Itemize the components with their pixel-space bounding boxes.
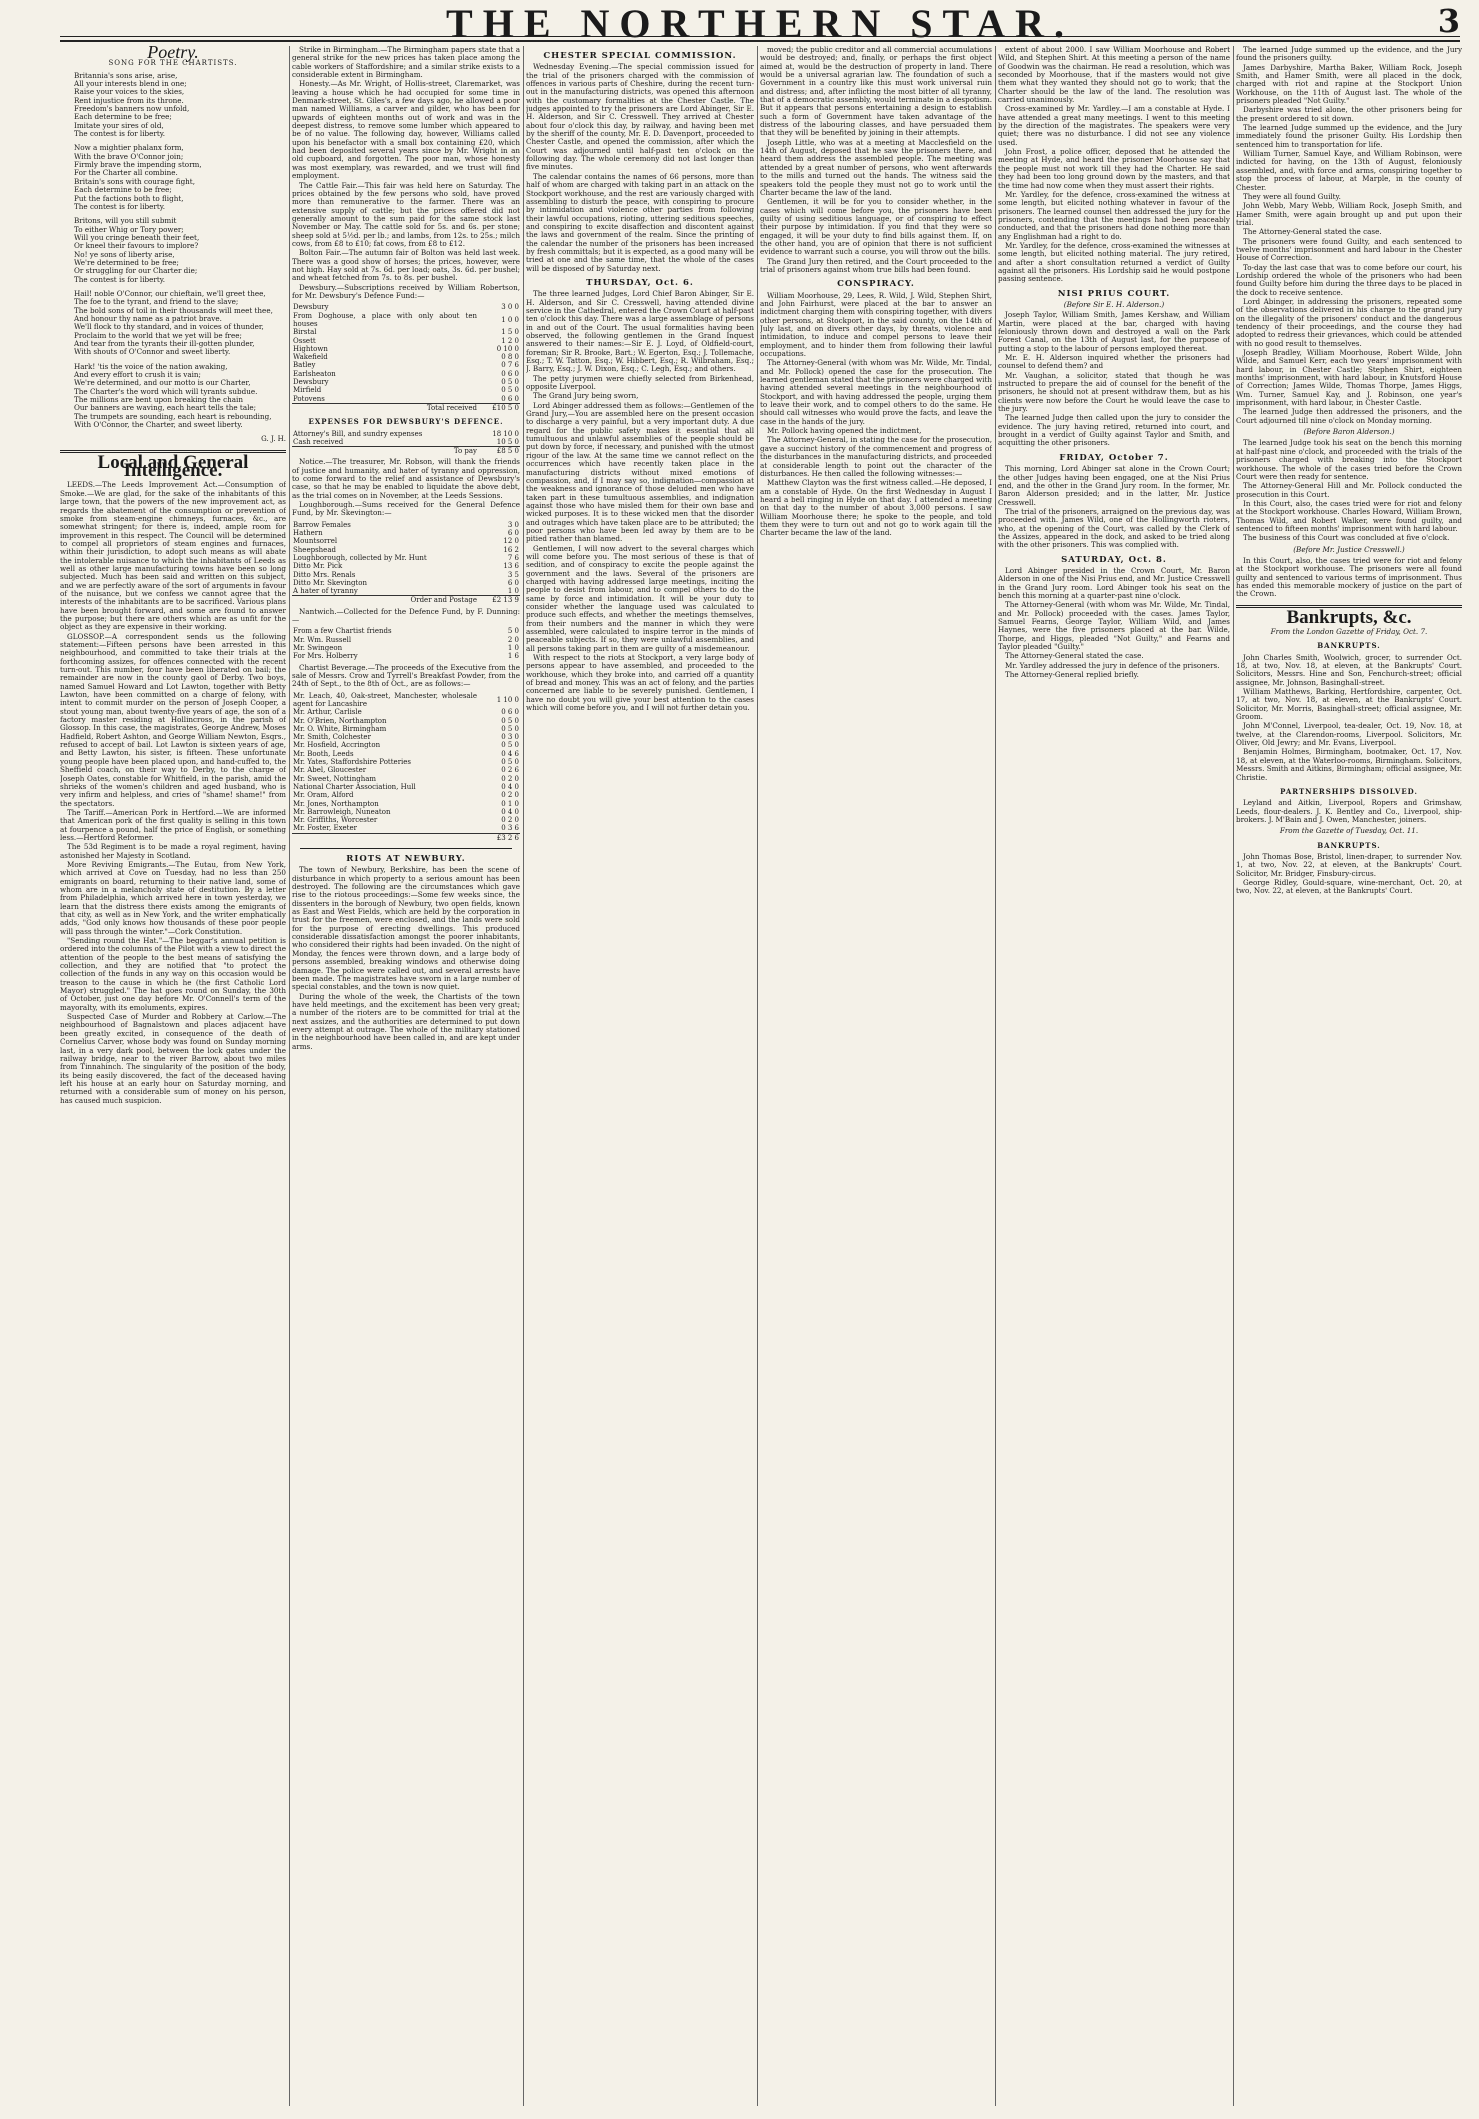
ledger-item-amount: 0 1 0 xyxy=(501,799,519,808)
article-paragraph: Notice.—The treasurer, Mr. Robson, will thank the friends of justice and humanity, and hater of tyranny and oppression, to come forward to the relief and assistance of Dewsbury's case, so that he may be enabled to liquidate the above debt, as the trial comes on in November, at the Leeds Sessions. xyxy=(292,457,520,500)
ledger-item-name: From a few Chartist friends xyxy=(293,627,392,636)
ledger-item-amount: 0 4 0 xyxy=(501,807,519,816)
ledger-item-amount: 1 10 0 xyxy=(496,695,519,704)
ledger-item-name: Loughborough, collected by Mr. Hunt xyxy=(293,554,427,562)
ledger-item-amount: 16 2 xyxy=(503,545,519,554)
ledger-row xyxy=(292,378,520,386)
ledger-row xyxy=(292,587,520,596)
ledger-row xyxy=(292,312,520,329)
article-paragraph: Matthew Clayton was the first witness called.—He deposed, I am a constable of Hyde. On the first Wednesday in August I heard a bell ringing in Hyde on that day. I attended a meeting on that day to the number of about 3,000 persons. I saw William Moorhouse there; he spoke to the people, and told them they were to turn out and not go to work again till the Charter became the law of the land. xyxy=(760,478,992,538)
poem-stanza: Hail! noble O'Connor, our chieftain, we'll greet thee, The foe to the tyrant, and friend to the slave; The bold sons of toil in their thousands will meet thee, And honour thy name as a patriot brave. We'll flock to thy standard, and in voices of thunder, Proclaim to the world that we yet will be free; And tear from the tyrants their ill-gotten plunder, With shouts of O'Connor and sweet liberty. xyxy=(74,288,273,357)
article-paragraph: The learned Judge took his seat on the bench this morning at half-past nine o'clock, and proceeded with the trials of the prisoners charged with breaking into the Stockport workhouse. The whole of the cases tried before the Crown Court were then ready for sentence. xyxy=(1236,438,1462,481)
article-paragraph: moved; the public creditor and all commercial accumulations would be destroyed; and, finally, or perhaps the first object aimed at, would be the destruction of property in land. There would be a universal agrarian law. The foundation of such a Government in a country like this must work universal ruin and distress; and, after inflicting the most bitter of all tyranny, that of a democratic assembly, would terminate in a despotism. But it appears that persons entertaining a design to establish such a form of Government have taken advantage of the distress of the labouring classes, and have persuaded them that they will be benefited by joining in their attempts. xyxy=(760,46,992,138)
ledger-item-name: A hater of tyranny xyxy=(293,587,358,596)
sub-heading: NISI PRIUS COURT. xyxy=(1057,288,1171,299)
ledger-item-amount: 5 0 xyxy=(507,627,519,636)
ledger-row xyxy=(292,438,520,447)
ledger-row xyxy=(292,562,520,570)
ledger-item-name: Mr. Jones, Northampton xyxy=(293,799,379,808)
article-paragraph: The Attorney-General replied briefly. xyxy=(1005,670,1139,680)
sub-heading-italic: (Before Baron Alderson.) xyxy=(1303,427,1395,437)
ledger-item-name: Dewsbury xyxy=(293,377,329,386)
ledger-item-name: Ditto Mrs. Renals xyxy=(293,570,356,579)
ledger-row xyxy=(292,824,520,833)
ledger-row xyxy=(292,750,520,758)
column-1 xyxy=(60,46,286,2106)
ledger-row xyxy=(292,370,520,378)
ledger-row xyxy=(292,808,520,816)
ledger-row xyxy=(292,800,520,808)
ledger-item-amount: 6 0 xyxy=(507,578,519,587)
ledger-item-amount: 13 6 xyxy=(503,562,519,571)
section-heading: Bankrupts, &c. xyxy=(1286,606,1412,628)
article-paragraph: John Charles Smith, Woolwich, grocer, to surrender Oct. 18, at two, Nov. 18, at eleven, at the Bankrupts' Court. Solicitors, Messrs. Hine and Son, Fenchurch-street; official assignee, Mr. Johnson, Basinghall-street. xyxy=(1236,652,1462,687)
ledger-item-name: Batley xyxy=(293,361,316,370)
poem-stanza: Britons, will you still submit To either Whig or Tory power; Will you cringe beneath their feet, Or kneel their favours to implore? No! ye sons of liberty arise, We're determined to be free; Or struggling for our Charter die; The contest is for liberty. xyxy=(74,216,200,284)
ledger-item-name: Mr. O'Brien, Northampton xyxy=(293,716,387,725)
poem-stanza: Hark! 'tis the voice of the nation awaking, And every effort to crush it is vain; We're determined, and our motto is our Charter, The Charter's the word which will tyrants subdue. The millions are bent upon breaking the chain Our banners are waving, each heart tells the tale; The trumpets are sounding, each heart is rebounding, With O'Connor, the Charter, and sweet liberty. xyxy=(74,361,272,430)
article-paragraph: John Webb, Mary Webb, William Rock, Joseph Smith, and Hamer Smith, were again brought up and put upon their trial. xyxy=(1236,201,1462,227)
ledger-row xyxy=(292,775,520,783)
ledger-item-amount: 0 5 0 xyxy=(501,716,519,725)
article-paragraph: Leyland and Aitkin, Liverpool, Ropers and Grimshaw, Leeds, flour-dealers. J. K. Bentley and Co., Liverpool, ship-brokers. J. M'Bain and J. Owen, Manchester, joiners. xyxy=(1236,798,1462,824)
ledger-item-amount: 0 6 0 xyxy=(501,708,519,717)
column-divider xyxy=(1233,46,1234,2106)
article-paragraph: Mr. E. H. Alderson inquired whether the prisoners had counsel to defend them? and xyxy=(998,353,1230,371)
column-3 xyxy=(526,46,754,2106)
ledger-row xyxy=(292,725,520,733)
article-paragraph: The learned Judge then addressed the prisoners, and the Court adjourned till nine o'clock on Monday morning. xyxy=(1236,407,1462,425)
ledger-item-amount: 0 5 0 xyxy=(501,741,519,750)
ledger-total-amount: £8 5 0 xyxy=(478,447,520,456)
ledger-item-amount: 1 6 xyxy=(507,652,519,661)
masthead xyxy=(60,0,1460,46)
article-paragraph: Gentlemen, it will be for you to consider whether, in the cases which will come before you, the prisoners have been guilty of using seditious language, or of conspiring to effect their purpose by intimidation. If you find that they were so engaged, it will be your duty to find bills against them. If, on the other hand, you are of opinion that there is not sufficient evidence to warrant such a course, you will throw out the bills. xyxy=(760,197,992,257)
ledger-item-amount: 0 4 6 xyxy=(501,749,519,758)
ledger-item-amount: 0 5 0 xyxy=(501,724,519,733)
ledger-total-label xyxy=(292,833,478,842)
ledger-item-amount: 2 0 xyxy=(507,635,519,644)
article-paragraph: The Attorney-General Hill and Mr. Pollock conducted the prosecution in this Court. xyxy=(1236,481,1462,499)
ledger-total-row xyxy=(292,596,520,605)
article-paragraph: The Attorney-General stated the case. xyxy=(1243,227,1382,237)
ledger-row xyxy=(292,546,520,554)
ledger-row xyxy=(292,328,520,336)
article-paragraph: William Moorhouse, 29, Lees, R. Wild, J. Wild, Stephen Shirt, and John Fairhurst, were placed at the bar to answer an indictment charging them with conspiring together, with divers other persons, at Stockport, in the said county, on the 14th of July last, and on divers other days, by threats, violence and intimidation, to induce and compel persons to leave their employment, and to hinder them from following their lawful occupations. xyxy=(760,290,992,359)
ledger-item-amount: 0 4 0 xyxy=(501,782,519,791)
masthead-rule xyxy=(60,36,1460,37)
ledger-row xyxy=(292,791,520,799)
article-paragraph: The learned Judge summed up the evidence, and the Jury immediately found the prisoner Guilty. His Lordship then sentenced him to transportation for life. xyxy=(1236,123,1462,149)
article-paragraph: The learned Judge then called upon the jury to consider the evidence. The jury having retired, returned into court, and brought in a verdict of Guilty against Taylor and Smith, and acquitting the other prisoners. xyxy=(998,413,1230,448)
column-divider xyxy=(757,46,758,2106)
article-paragraph: Suspected Case of Murder and Robbery at Carlow.—The neighbourhood of Bagnalstown and places adjacent have been greatly excited, in consequence of the death of Cornelius Carver, whose body was found on Sunday morning last, in a very dark pool, between the lock gates under the railway bridge, near to the river Barrow, about two miles from Tinnahinch. The singularity of the position of the body, its being easily discovered, the fact of the deceased having left his house at an early hour on Saturday morning, and returned with a considerable sum of money on his person, has caused much suspicion. xyxy=(60,1012,286,1105)
article-paragraph: The learned Judge summed up the evidence, and the Jury found the prisoners guilty. xyxy=(1236,46,1462,63)
ledger-row xyxy=(292,708,520,716)
ledger-total-amount: £2 13 9 xyxy=(478,596,520,605)
ledger-item-name: Mirfield xyxy=(293,386,322,395)
sub-heading: PARTNERSHIPS DISSOLVED. xyxy=(1280,786,1418,796)
column-divider xyxy=(523,46,524,2106)
ledger-item-name: Mr. O. White, Birmingham xyxy=(293,724,387,733)
article-paragraph: Bolton Fair.—The autumn fair of Bolton was held last week. There was a good show of horses; the prices, however, were not high. Hay sold at 7s. 6d. per load; oats, 3s. 6d. per bushel; and wheat fetched from 7s. to 8s. per bushel. xyxy=(292,248,520,283)
ledger-item-amount: 3 5 xyxy=(507,570,519,579)
article-paragraph: The business of this Court was concluded at five o'clock. xyxy=(1243,533,1450,543)
ledger-item-name: Mr. Leach, 40, Oak-street, Manchester, wholesale agent for Lancashire xyxy=(293,691,477,708)
ledger-item-name: Attorney's Bill, and sundry expenses xyxy=(293,429,423,438)
ledger-item-amount: 3 0 xyxy=(507,520,519,529)
ledger-item-name: Mr. Wm. Russell xyxy=(293,635,352,644)
article-paragraph: Nantwich.—Collected for the Defence Fund, by F. Dunning:— xyxy=(292,606,520,625)
ledger-item-name: Hathern xyxy=(293,529,323,538)
ledger-total-row xyxy=(292,403,520,412)
article-paragraph: The Grand Jury then retired, and the Court proceeded to the trial of prisoners against whom true bills had been found. xyxy=(760,256,992,274)
article-paragraph: Mr. Pollock having opened the indictment, xyxy=(767,426,922,436)
ledger-total-label: Order and Postage xyxy=(292,596,478,605)
article-paragraph: This morning, Lord Abinger sat alone in the Crown Court; the other Judges having been engaged, one at the Nisi Prius end, and the other in the Grand Jury room. In the former, Mr. Baron Alderson presided; and in the latter, Mr. Justice Cresswell. xyxy=(998,464,1230,507)
article-paragraph: Lord Abinger presided in the Crown Court, Mr. Baron Alderson in one of the Nisi Prius end, and Mr. Justice Cresswell in the Grand Jury room. Lord Abinger took his seat on the bench this morning at a quarter-past nine o'clock. xyxy=(998,565,1230,600)
article-paragraph: LEEDS.—The Leeds Improvement Act.—Consumption of Smoke.—We are glad, for the sake of the inhabitants of this large town, that the powers of the new improvement act, as regards the abatement of the consumption or prevention of smoke from steam-engine chimneys, furnaces, &c., are somewhat stringent; for there is, indeed, ample room for improvement in this respect. The Council will be determined to compel all proprietors of steam engines and furnaces, within their jurisdiction, to adopt such means as will abate the intolerable nuisance to which the inhabitants of Leeds as well as other large manufacturing towns have been so long subjected. Much has been said and written on this subject, and we are perfectly aware of the sort of arguments in favour of the nuisance, but we confess we cannot agree that the interests of the inhabitants are to be sacrificed. Various plans have been brought forward, and some are found to answer the purpose; but there are others which are as unfit for the object as they are expensive in their working. xyxy=(60,480,286,632)
article-paragraph: Honesty.—As Mr. Wright, of Hollis-street, Claremarket, was leaving a house which he had occupied for some time in Denmark-street, St. Giles's, a few days ago, he allowed a poor man named Williams, a carver and gilder, who has been for upwards of eighteen months out of work and was in the deepest distress, to remove some lumber which appeared to be of no value. The following day, however, Williams called upon his benefactor with a small box containing £20, which had been deposited several years since by Mr. Wright in an old cupboard, and forgotten. The poor man, whose honesty was most exemplary, was rewarded, and we trust will find employment. xyxy=(292,79,520,181)
article-paragraph: Cross-examined by Mr. Yardley.—I am a constable at Hyde. I have attended a great many meetings. I went to this meeting by the direction of the magistrates. The speakers were very quiet; there was no disturbance. I did not see any violence used. xyxy=(998,104,1230,147)
ledger-item-amount: 12 0 xyxy=(503,537,519,546)
ledger-row xyxy=(292,537,520,545)
column-4 xyxy=(760,46,992,2106)
poetry-heading: Poetry. xyxy=(147,46,199,62)
ledger-total-amount: £10 5 0 xyxy=(478,403,520,412)
ledger-item-amount: 3 0 0 xyxy=(501,303,519,312)
ledger-item-name: Mr. Yates, Staffordshire Potteries xyxy=(293,758,412,767)
ledger-row xyxy=(292,361,520,369)
ledger-item-name: From Doghouse, a place with only about ten houses xyxy=(293,311,477,328)
ledger-item-name: Cash received xyxy=(293,437,344,446)
newspaper-title: THE NORTHERN STAR. xyxy=(446,1,1074,46)
ledger-item-amount: 1 2 0 xyxy=(501,336,519,345)
sub-heading: EXPENSES FOR DEWSBURY'S DEFENCE. xyxy=(308,417,504,427)
ledger-row xyxy=(292,386,520,394)
article-paragraph: The Attorney-General (with whom was Mr. Wilde, Mr. Tindal, and Mr. Pollock) proceeded with the cases. James Taylor, Samuel Fearns, George Taylor, William Wild, and James Haynes, were the five prisoners placed at the bar. Wilde, Thorpe, and Higgs, pleaded "Not Guilty," and Fearns and Taylor pleaded "Guilty." xyxy=(998,600,1230,652)
ledger-row xyxy=(292,337,520,345)
ledger-row xyxy=(292,692,520,709)
poem-signature: G. J. H. xyxy=(261,435,286,444)
ledger-item-name: Wakefield xyxy=(293,353,328,362)
ledger-row xyxy=(292,627,520,635)
ledger-row xyxy=(292,529,520,537)
section-heading: Local and General Intelligence. xyxy=(97,451,249,482)
column-6 xyxy=(1236,46,1462,2106)
article-paragraph: More Reviving Emigrants.—The Eutau, from New York, which arrived at Cove on Tuesday, had no less than 250 emigrants on board, returning to their native land, some of whom are in a melancholy state of destitution. By a letter from Philadelphia, which arrived here in town yesterday, we learn that the distress there exists among the emigrants of that city, as well as in New York, and the writer emphatically adds, "God only knows how thousands of these poor people will pass through the winter."—Cork Constitution. xyxy=(60,859,286,936)
article-paragraph: The three learned Judges, Lord Chief Baron Abinger, Sir E. H. Alderson, and Sir C. Cresswell, having attended divine service in the Cathedral, entered the Crown Court at half-past ten o'clock this day. There was a large assemblage of persons in and out of the Court. The usual formalities having been observed, the following gentlemen in the Grand Inquest answered to their names:—Sir E. J. Loyd, of Oldfield-court, foreman; Sir R. Brooke, Bart.; W. Egerton, Esq.; J. Tollemache, Esq.; T. W. Tatton, Esq.; W. Hibbert, Esq.; R. Wilbraham, Esq.; J. Barry, Esq.; J. W. Dixon, Esq.; C. Legh, Esq.; and others. xyxy=(526,289,754,374)
sub-heading: SATURDAY, Oct. 8. xyxy=(1061,554,1167,565)
article-paragraph: The Cattle Fair.—This fair was held here on Saturday. The prices obtained by the few persons who sold, have proved more than remunerative to the farmer. There was an extensive supply of cattle; but the prices offered did not generally amount to the sum paid for the same stock last November or May. The cattle sold for 5s. and 6s. per stone; sheep sold at 5½d. per lb.; and lambs, from 12s. to 25s.; milch cows, from £8 to £10; fat cows, from £8 to £12. xyxy=(292,180,520,248)
article-paragraph: The 53d Regiment is to be made a royal regiment, having astonished her Majesty in Scotland. xyxy=(60,842,286,860)
article-paragraph: Darbyshire was tried alone, the other prisoners being for the present ordered to sit down. xyxy=(1236,105,1462,123)
article-paragraph: In this Court, also, the cases tried were for riot and felony at the Stockport workhouse. The prisoners were all found guilty and sentenced to various terms of imprisonment. Thus has ended this memorable mockery of justice on the part of the Crown. xyxy=(1236,555,1462,599)
ledger-item-amount: 0 3 6 xyxy=(501,824,519,833)
section-rule xyxy=(300,848,512,849)
ledger-row xyxy=(292,652,520,660)
gazette-heading: From the London Gazette of Friday, Oct. 7. xyxy=(1270,627,1428,636)
ledger-total-row xyxy=(292,447,520,456)
ledger-item-amount: 0 2 6 xyxy=(501,766,519,775)
article-paragraph: John Frost, a police officer, deposed that he attended the meeting at Hyde, and heard the prisoner Moorhouse say that the people must not work till they had the Charter. He said they had been too long ground down by the masters, and that the time had now come when they must assert their rights. xyxy=(998,147,1230,190)
poem-stanza: Britannia's sons arise, arise, All your interests blend in one; Raise your voices to the skies, Rent injustice from its throne. Freedom's banners now unfold, Each determine to be free; Imitate your sires of old, The contest is for liberty. xyxy=(74,70,190,139)
nantwich-table xyxy=(292,627,520,660)
ledger-item-amount: 0 5 0 xyxy=(501,386,519,395)
ledger-item-amount: 18 10 0 xyxy=(492,429,519,438)
article-paragraph: The Grand Jury being sworn, xyxy=(533,391,639,401)
ledger-item-name: Potovens xyxy=(293,394,325,403)
ledger-total-label: To pay xyxy=(292,447,478,456)
article-paragraph: Mr. Vaughan, a solicitor, stated that though he was instructed to prepare the aid of counsel for the benefit of the prisoners, he should not at present withdraw them, but as his clients were now before the Court he would leave the case to the jury. xyxy=(998,370,1230,414)
ledger-row xyxy=(292,816,520,824)
ledger-item-amount: 0 3 0 xyxy=(501,733,519,742)
article-paragraph: GLOSSOP.—A correspondent sends us the following statement:—Fifteen persons have been arrested in this neighbourhood, and committed to take their trials at the forthcoming assizes, for offences connected with the recent turn-out. This number, four have been liberated on bail; the remainder are now in the county gaol of Derby. Two boys, named Samuel Howard and Lot Lawton, together with Betty Lawton, have been committed on a charge of felony, with intent to commit murder on the person of Joseph Cooper, a stout young man, about twenty-five years of age, the son of a factory master residing at Hollincross, in the parish of Glossop. In this case, the magistrates, George Andrew, Moses Hadfield, Robert Ashton, and George William Newton, Esqrs., refused to accept of bail. Lot Lawton is sixteen years of age, and Betty Lawton, his sister, is fifteen. These unfortunate young people have been placed upon, and hand-cuffed to, the Sheffield coach, on their way to Derby, to the charge of Joseph Oates, constable for Whitfield, in the parish, amid the shrieks of the women's children and aged husband, who is very infirm and helpless, and cries of "shame! shame!" from the spectators. xyxy=(60,631,286,808)
ledger-item-amount: 0 6 0 xyxy=(501,369,519,378)
article-paragraph: The Tariff.—American Pork in Hertford.—We are informed that American pork of the first quality is selling in this town at fourpence a pound, half the price of English, or something less.—Hertford Reformer. xyxy=(60,807,286,842)
ledger-item-name: Mr. Swingeon xyxy=(293,644,343,653)
ledger-item-name: Ossett xyxy=(293,336,316,345)
ledger-row xyxy=(292,733,520,741)
sub-heading: FRIDAY, October 7. xyxy=(1059,452,1169,463)
column-5 xyxy=(998,46,1230,2106)
ledger-item-name: Barrow Females xyxy=(293,520,351,529)
ledger-item-amount: 1 0 xyxy=(507,644,519,653)
ledger-row xyxy=(292,644,520,652)
ledger-item-name: Hightown xyxy=(293,344,328,353)
article-paragraph: Lord Abinger addressed them as follows:—Gentlemen of the Grand Jury,—You are assembled here on the present occasion to discharge a very painful, but a very important duty. A due regard for the public safety makes it essential that all tumultuous and unlawful assemblies of the people should be put down by force, if necessary, and punished with the utmost rigour of the law. At the same time we cannot reflect on the occurrences which have recently taken place in the manufacturing districts without mixed emotions of compassion, and, if I may say so, indignation—compassion at the weakness and ignorance of those deluded men who have taken part in these tumultuous assemblies, and indignation against those who have misled them for their own base and wicked purposes. It is to these wicked men that the disorder and outrages which have taken place are to be attributed; the poor persons who have been led away by them are to be pitied rather than blamed. xyxy=(526,400,754,544)
article-paragraph: Dewsbury.—Subscriptions received by William Robertson, for Mr. Dewsbury's Defence Fund:— xyxy=(292,282,520,300)
column-divider xyxy=(289,46,290,2106)
article-paragraph: Joseph Little, who was at a meeting at Macclesfield on the 14th of August, deposed that he saw the prisoners there, and heard them address the assembled people. The meeting was attended by a great number of persons, who went afterwards to the mills and turned out the hands. The witness said the speakers told the people they must not go to work until the Charter became the law of the land. xyxy=(760,137,992,197)
ledger-row xyxy=(292,717,520,725)
article-paragraph: extent of about 2000. I saw William Moorhouse and Robert Wild, and Stephen Shirt. At this meeting a person of the name of Goodwin was the chairman. He read a resolution, which was seconded by Moorhouse, that if the masters would not give them what they wanted they should not go to work; that the Charter should be the law of the land. The resolution was carried unanimously. xyxy=(998,46,1230,105)
ledger-item-name: Mr. Booth, Leeds xyxy=(293,749,354,758)
column-divider xyxy=(995,46,996,2106)
article-paragraph: George Ridley, Gould-square, wine-merchant, Oct. 20, at two, Nov. 22, at eleven, at the Bankrupts' Court. xyxy=(1236,877,1462,896)
article-paragraph: The Attorney-General stated the case. xyxy=(1005,651,1144,661)
article-paragraph: "Sending round the Hat."—The beggar's annual petition is ordered into the columns of the Pilot with a view to direct the attention of the people to the best means of satisfying the collection, and they are notified that "to protect the collection of the funds in any way on this occasion would be treason to the cause in which he (the first Catholic Lord Mayor) struggled." The hat goes round on Sunday, the 30th of October, just one day before Mr. O'Connell's term of the mayoralty, with its emoluments, expires. xyxy=(60,936,286,1012)
article-paragraph: In this Court, also, the cases tried were for riot and felony at the Stockport workhouse. Charles Howard, William Brown, Thomas Wild, and Robert Walker, were found guilty, and sentenced to fifteen months' imprisonment with hard labour. xyxy=(1236,498,1462,533)
ledger-row xyxy=(292,521,520,529)
ledger-item-amount: 1 0 xyxy=(507,587,519,596)
beverage-table xyxy=(292,692,520,842)
article-paragraph: Mr. Yardley addressed the jury in defence of the prisoners. xyxy=(1005,660,1220,670)
ledger-row xyxy=(292,353,520,361)
gazette-heading: From the Gazette of Tuesday, Oct. 11. xyxy=(1279,826,1419,836)
loughborough-table xyxy=(292,521,520,605)
sub-heading: THURSDAY, Oct. 6. xyxy=(586,277,694,288)
article-paragraph: The prisoners were found Guilty, and each sentenced to twelve months' imprisonment and hard labour in the Chester House of Correction. xyxy=(1236,236,1462,263)
column-2 xyxy=(292,46,520,2106)
sub-heading: BANKRUPTS. xyxy=(1317,840,1381,850)
ledger-row xyxy=(292,430,520,438)
article-paragraph: The Attorney-General, in stating the case for the prosecution, gave a succinct history of the commencement and progress of the disturbances in the manufacturing districts, and proceeded at considerable length to point out the character of the disturbances. He then called the following witnesses:— xyxy=(760,435,992,478)
ledger-row xyxy=(292,554,520,562)
ledger-row xyxy=(292,345,520,353)
ledger-total-amount: £3 2 6 xyxy=(478,833,520,842)
sub-heading: RIOTS AT NEWBURY. xyxy=(346,854,466,865)
ledger-row xyxy=(292,636,520,644)
ledger-row xyxy=(292,303,520,311)
ledger-row xyxy=(292,395,520,404)
sub-heading-italic: (Before Sir E. H. Alderson.) xyxy=(1063,299,1165,309)
ledger-item-name: Sheepshead xyxy=(293,545,336,554)
article-paragraph: John Thomas Bose, Bristol, linen-draper, to surrender Nov. 1, at two, Nov. 22, at eleven, at the Bankrupts' Court. Solicitor, Mr. Bridger, Finsbury-circus. xyxy=(1236,851,1462,878)
expenses-table xyxy=(292,430,520,456)
ledger-item-name: Mr. Arthur, Carlisle xyxy=(293,708,362,717)
ledger-item-name: For Mrs. Holberry xyxy=(293,652,358,661)
ledger-item-amount: 0 2 0 xyxy=(501,791,519,800)
ledger-item-amount: 1 5 0 xyxy=(501,328,519,337)
ledger-item-name: Ditto Mr. Skevington xyxy=(293,578,368,587)
article-paragraph: To-day the last case that was to come before our court, his Lordship ordered the whole of the prisoners who had been found Guilty before him during the three days to be placed in the dock to receive sentence. xyxy=(1236,262,1462,297)
article-paragraph: Mr. Yardley, for the defence, cross-examined the witnesses at some length, but elicited nothing material. The jury retired, and after a short consultation returned a verdict of Guilty against all the prisoners. His Lordship said he would postpone passing sentence. xyxy=(998,240,1230,284)
article-paragraph: Joseph Taylor, William Smith, James Kershaw, and William Martin, were placed at the bar, charged with having feloniously thrown down and destroyed a wall on the Park Forest Canal, on the 13th of August last, for the purpose of putting a stop to the labour of persons employed thereat. xyxy=(998,310,1230,353)
article-paragraph: James Darbyshire, Martha Baker, William Rock, Joseph Smith, and Hamer Smith, were all placed in the dock, charged with riot and rapine at the Stockport Union Workhouse, on the 11th of August last. The whole of the prisoners pleaded "Not Guilty." xyxy=(1236,62,1462,106)
article-paragraph: Joseph Bradley, William Moorhouse, Robert Wilde, John Wilde, and Samuel Kerr, each two years' imprisonment with hard labour, in Chester Castle; Stephen Shirt, eighteen months' imprisonment, with hard labour, in Knutsford House of Correction; James Wilde, Thomas Thorpe, James Higgs, Wm. Turner, Samuel Kay, and J. Robinson, one year's imprisonment, with hard labour, in Chester Castle. xyxy=(1236,348,1462,408)
sub-heading: CHESTER SPECIAL COMMISSION. xyxy=(543,51,737,61)
article-paragraph: The town of Newbury, Berkshire, has been the scene of disturbance in which property to a serious amount has been destroyed. The following are the circumstances which gave rise to the riotous proceedings:—Some few weeks since, the dissenters in the borough of Newbury, two open fields, known as East and West Fields, which are held by the corporation in trust for the freemen, were enclosed, and the lands were sold for the purpose of erecting dwellings. This produced considerable dissatisfaction amongst the poorer inhabitants, who considered their rights had been invaded. On the night of Monday, the fences were thrown down, and a large body of persons assembled, breaking windows and otherwise doing damage. The police were called out, and several arrests have been made. The magistrates have sworn in a large number of special constables, and the town is now quiet. xyxy=(292,865,520,992)
article-paragraph: The Attorney-General (with whom was Mr. Wilde, Mr. Tindal, and Mr. Pollock) opened the case for the prosecution. The learned gentleman stated that the prisoners were charged with having attended several meetings in the neighbourhood of Stockport, and with having addressed the people, urging them to leave their work, and to compel others to do the same. He should call witnesses who would prove the facts, and leave the case in the hands of the jury. xyxy=(760,358,992,426)
sub-heading-italic: (Before Mr. Justice Cresswell.) xyxy=(1293,544,1405,554)
subscriptions-table xyxy=(292,303,520,412)
ledger-item-amount: 0 6 0 xyxy=(501,394,519,403)
article-paragraph: Mr. Yardley, for the defence, cross-examined the witness at some length, but elicited nothing whatever in favour of the prisoners. The learned counsel then addressed the jury for the prisoners, contending that the meetings had been peaceably conducted, and that the prisoners had done nothing more than any Englishman had a right to do. xyxy=(998,189,1230,241)
ledger-row xyxy=(292,758,520,766)
ledger-item-amount: 1 0 0 xyxy=(501,315,519,324)
article-paragraph: Loughborough.—Sums received for the General Defence Fund, by Mr. Skevington:— xyxy=(292,500,520,518)
ledger-item-name: Mountsorrel xyxy=(293,537,338,546)
article-paragraph: During the whole of the week, the Chartists of the town have held meetings, and the excitement has been very great; a number of the rioters are to be committed for trial at the next assizes, and the authorities are determined to put down every attempt at outrage. The whole of the military stationed in the neighbourhood have been called in, and are kept under arms. xyxy=(292,991,520,1051)
ledger-item-amount: 0 8 0 xyxy=(501,353,519,362)
ledger-item-name: Ditto Mr. Pick xyxy=(293,562,343,571)
ledger-item-amount: 10 5 0 xyxy=(496,437,519,446)
ledger-item-amount: 0 2 0 xyxy=(501,816,519,825)
ledger-row xyxy=(292,741,520,749)
ledger-row xyxy=(292,766,520,774)
ledger-row xyxy=(292,579,520,587)
ledger-item-amount: 0 5 0 xyxy=(501,377,519,386)
article-paragraph: The trial of the prisoners, arraigned on the previous day, was proceeded with. James Wild, one of the Hollingworth rioters, who, at the opening of the Court, was called by the Clerk of the Assizes, appeared in the dock, and asked to be tried along with the other prisoners. This was complied with. xyxy=(998,506,1230,550)
ledger-item-amount: 6 0 xyxy=(507,529,519,538)
article-paragraph: Wednesday Evening.—The special commission issued for the trial of the prisoners charged with the commission of offences in various parts of Cheshire, during the recent turn-out in the manufacturing districts, was opened this afternoon with the customary formalities at the Chester Castle. The judges appointed to try the prisoners are Lord Abinger, Sir E. H. Alderson, and Sir C. Cresswell. They arrived at Chester about four o'clock this day, by railway, and having been met by the sheriff of the county, Mr. E. D. Davenport, proceeded to Chester Castle, and opened the commission, after which the Court was adjourned until half-past ten o'clock on the following day. The whole ceremony did not last longer than five minutes. xyxy=(526,62,754,172)
page-number: 3 xyxy=(1437,2,1460,40)
ledger-item-name: Mr. Oram, Alford xyxy=(293,791,354,800)
sub-heading: BANKRUPTS. xyxy=(1317,641,1381,651)
ledger-total-row xyxy=(292,833,520,842)
ledger-item-name: Birstal xyxy=(293,328,317,337)
article-paragraph: With respect to the riots at Stockport, a very large body of persons appear to have assembled, and proceeded to the workhouse, which they broke into, and carried off a quantity of bread and money. This was an act of felony, and the parties concerned are liable to be severely punished. Gentlemen, I have no doubt you will give your best attention to the cases which will come before you, and I will not further detain you. xyxy=(526,653,754,713)
ledger-item-name: Mr. Griffiths, Worcester xyxy=(293,816,378,825)
ledger-item-amount: 0 10 0 xyxy=(496,344,519,353)
article-paragraph: Benjamin Holmes, Birmingham, bootmaker, Oct. 17, Nov. 18, at eleven, at the Waterloo-rooms, Birmingham. Solicitors, Messrs. Smith and Aitkins, Birmingham; official assignee, Mr. Christie. xyxy=(1236,747,1462,782)
ledger-row xyxy=(292,783,520,791)
ledger-item-name: Mr. Hosfield, Accrington xyxy=(293,741,381,750)
article-paragraph: William Matthews, Barking, Hertfordshire, carpenter, Oct. 17, at two, Nov. 18, at eleven, at the Bankrupts' Court. Solicitor, Mr. Morris, Basinghall-street; official assignee, Mr. Groom. xyxy=(1236,687,1462,722)
ledger-item-amount: 7 6 xyxy=(507,554,519,562)
sub-heading: CONSPIRACY. xyxy=(837,279,915,290)
article-paragraph: William Turner, Samuel Kaye, and William Robinson, were indicted for having, on the 13th of August, feloniously assembled, and, with force and arms, conspiring together to stop the process of labour, at Marple, in the county of Chester. xyxy=(1236,149,1462,192)
article-paragraph: Chartist Beverage.—The proceeds of the Executive from the sale of Messrs. Crow and Tyrrell's Breakfast Powder, from the 24th of Sept., to the 8th of Oct., are as follows:— xyxy=(292,662,520,689)
article-paragraph: The calendar contains the names of 66 persons, more than half of whom are charged with taking part in an attack on the Stockport workhouse, and the rest are variously charged with assembling to disturb the peace, with conspiring to procure by intimidation and violence other parties from following their lawful occupations, rioting, uttering seditious speeches, and conspiring to excite disaffection and discontent against the laws and government of the realm. Since the printing of the calendar the number of the prisoners has been increased by fresh committals; but it is expected, as a good many will be tried at one and the same time, that the whole of the cases will be disposed of by Saturday next. xyxy=(526,171,754,273)
ledger-item-name: Mr. Smith, Colchester xyxy=(293,733,371,742)
ledger-item-name: Mr. Foster, Exeter xyxy=(293,824,357,833)
article-paragraph: Strike in Birmingham.—The Birmingham papers state that a general strike for the new prices has taken place among the cable workers of Staffordshire; and a similar strike exists to a considerable extent in Birmingham. xyxy=(292,46,520,80)
article-paragraph: Gentlemen, I will now advert to the several charges which will come before you. The most serious of these is that of sedition, and of conspiracy to excite the people against the government and the laws. Several of the prisoners are charged with having addressed large meetings, inciting the people to desist from labour, and to compel others to do the same by force and intimidation. It will be your duty to consider whether the language used was calculated to produce such effects, and whether the meetings themselves, from their numbers and the manner in which they were assembled, were calculated to inspire terror in the minds of peaceable subjects. If so, they were unlawful assemblies, and all persons taking part in them are guilty of a misdemeanour. xyxy=(526,543,754,653)
ledger-row xyxy=(292,571,520,579)
ledger-item-name: Mr. Barrowleigh, Nuneaton xyxy=(293,807,391,816)
ledger-item-name: Earlsheaton xyxy=(293,369,336,378)
ledger-item-name: Dewsbury xyxy=(293,303,329,312)
ledger-item-name: National Charter Association, Hull xyxy=(293,782,416,791)
article-paragraph: They were all found Guilty. xyxy=(1243,191,1341,201)
article-paragraph: The petty jurymen were chiefly selected from Birkenhead, opposite Liverpool. xyxy=(526,373,754,392)
article-paragraph: Lord Abinger, in addressing the prisoners, repeated some of the observations delivered in his charge to the grand jury on the illegality of the prisoners' conduct and the dangerous tendency of their proceedings, and the course they had adopted to redress their grievances, which could be attended with no good result to themselves. xyxy=(1236,296,1462,348)
article-paragraph: John M'Connel, Liverpool, tea-dealer, Oct. 19, Nov. 18, at twelve, at the Clarendon-rooms, Liverpool. Solicitors, Mr. Oliver, Old Jewry; and Mr. Evans, Liverpool. xyxy=(1236,721,1462,748)
poem-stanza: Now a mightier phalanx form, With the brave O'Connor join; Firmly brave the impending storm, For the Charter all combine. Britain's sons with courage fight, Each determine to be free; Put the factions both to flight, The contest is for liberty. xyxy=(74,143,202,211)
ledger-item-amount: 0 5 0 xyxy=(501,758,519,767)
ledger-item-name: Mr. Sweet, Nottingham xyxy=(293,774,377,783)
ledger-item-amount: 0 2 0 xyxy=(501,774,519,783)
ledger-total-label: Total received xyxy=(292,403,478,412)
song-title: SONG FOR THE CHARTISTS. xyxy=(108,59,238,68)
ledger-item-name: Mr. Abel, Gloucester xyxy=(293,766,367,775)
ledger-item-amount: 0 7 6 xyxy=(501,361,519,370)
